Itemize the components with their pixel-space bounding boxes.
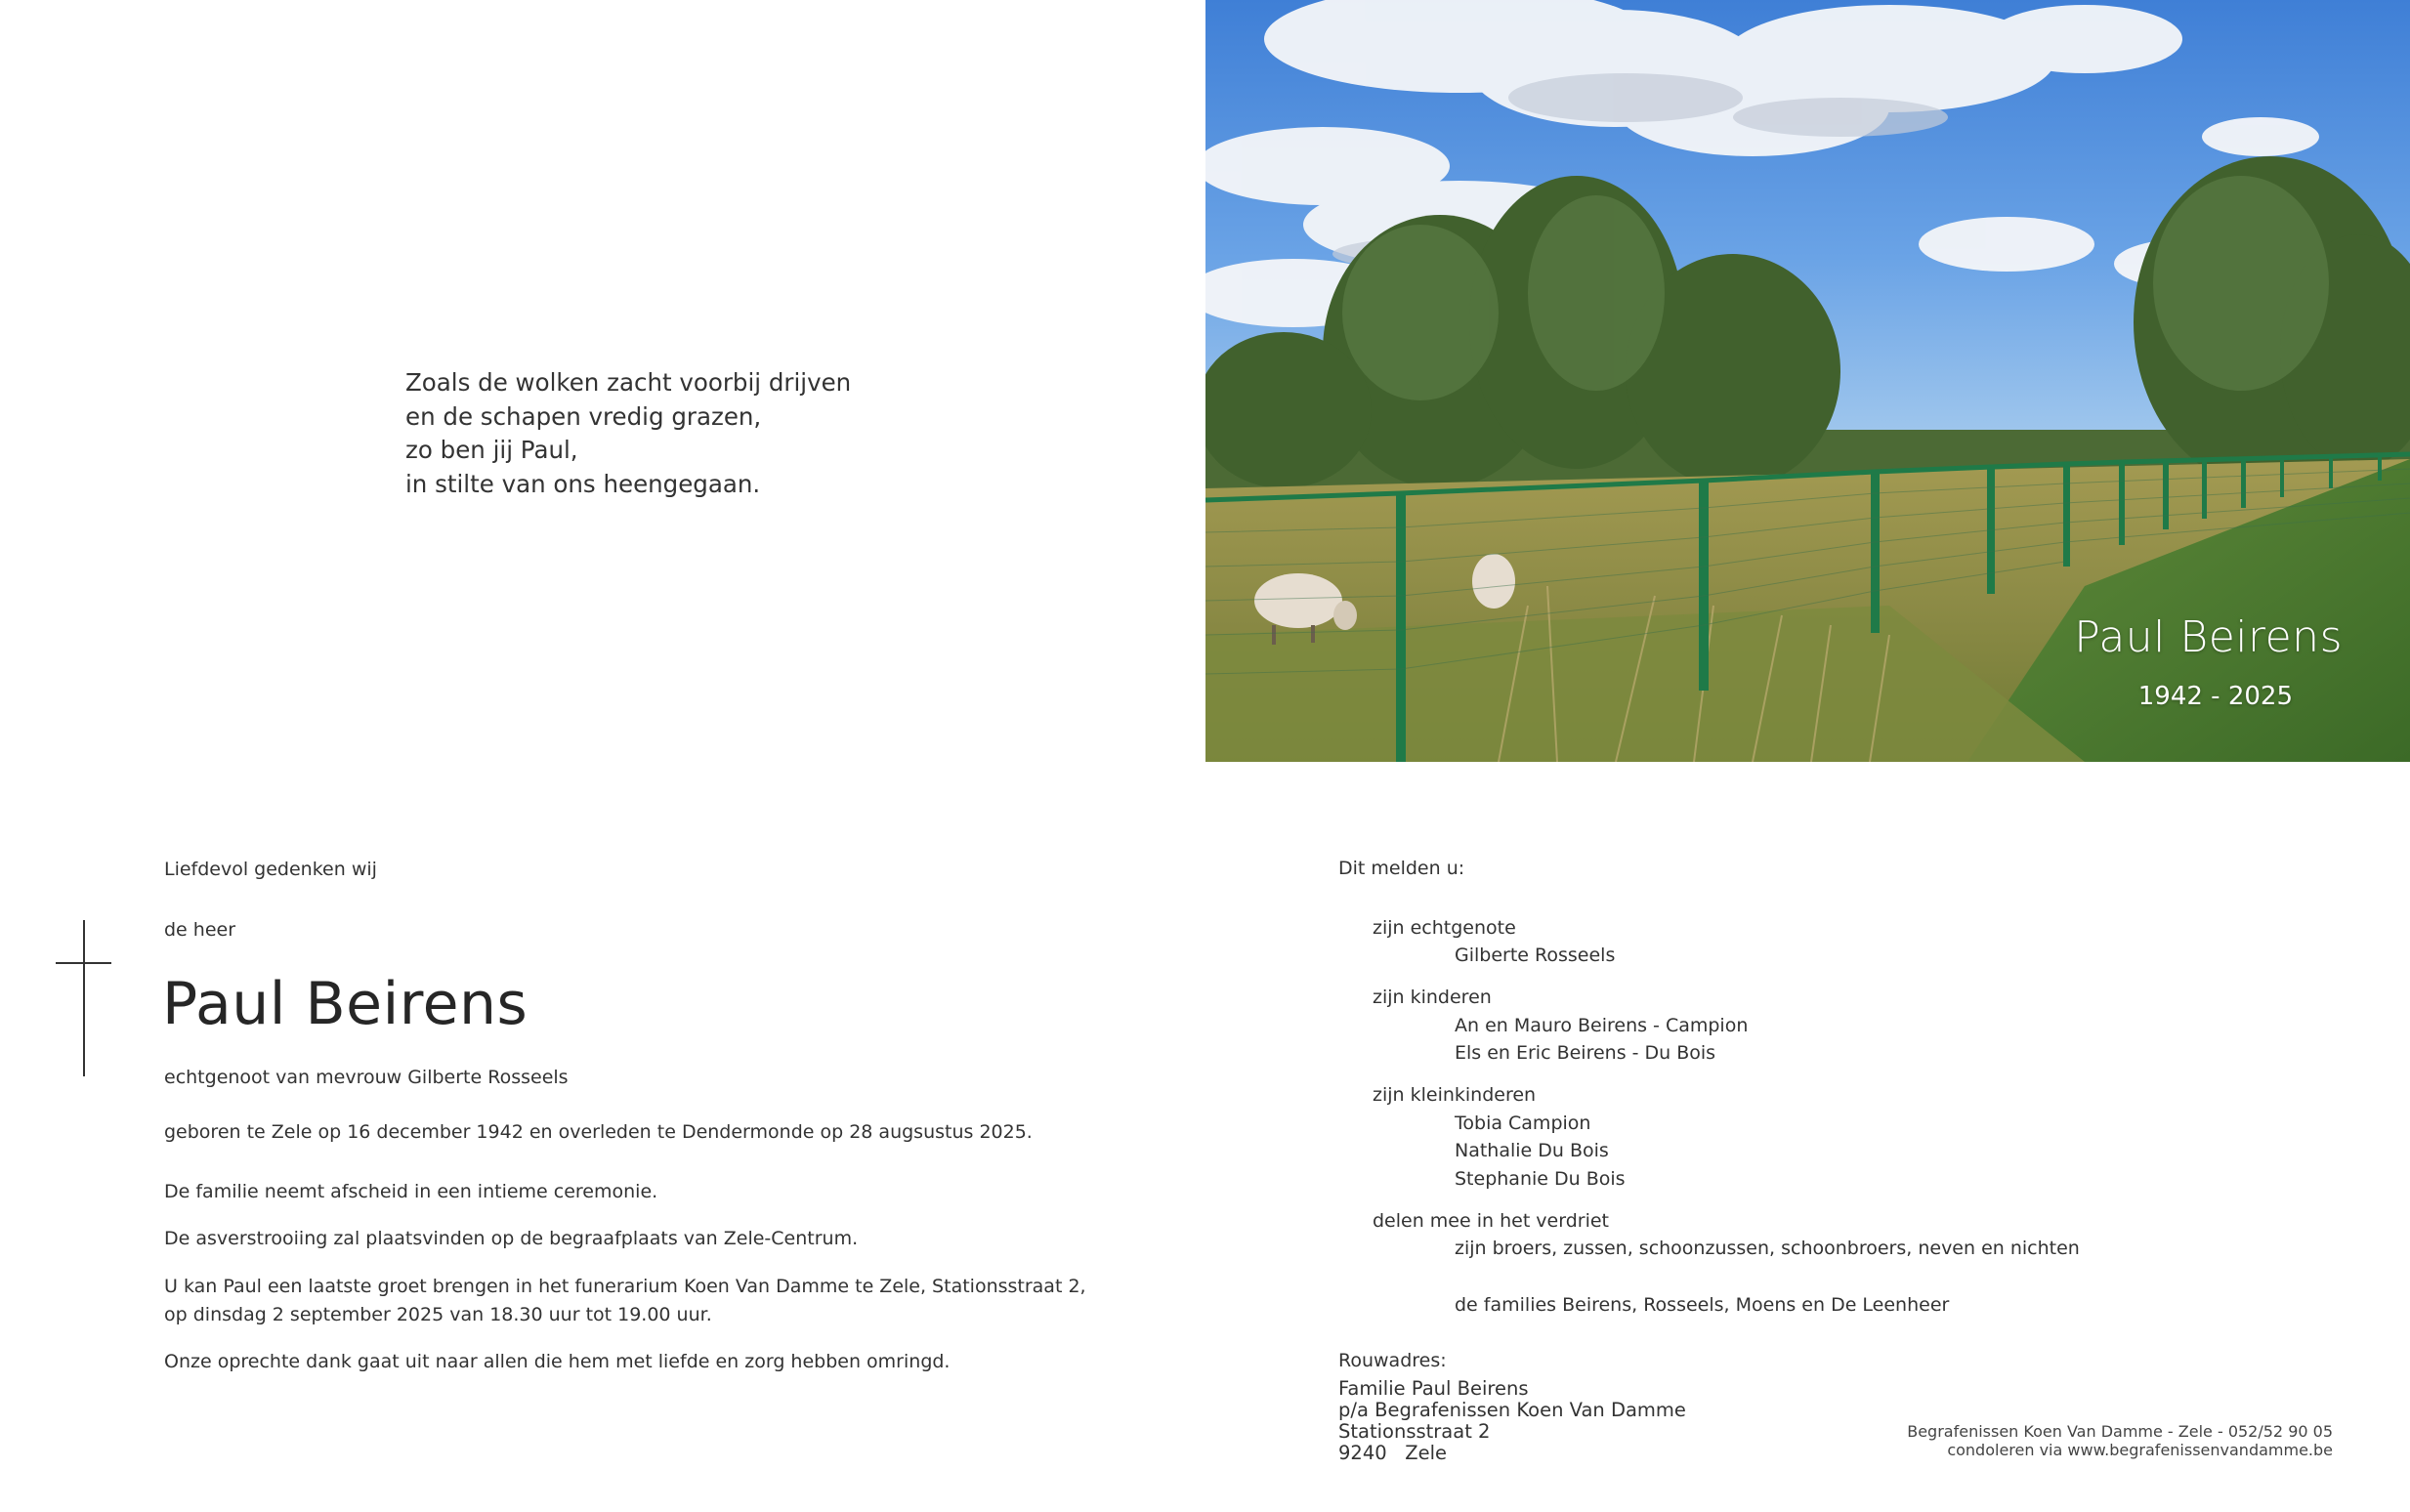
cross-icon xyxy=(83,920,85,1076)
grandchild-name: Stephanie Du Bois xyxy=(1455,1168,1626,1190)
relatives-line: zijn broers, zussen, schoonzussen, schoonbroers, neven en nichten xyxy=(1455,1238,2080,1259)
address-line: p/a Begrafenissen Koen Van Damme xyxy=(1338,1399,1686,1421)
spouse-line: echtgenoot van mevrouw Gilberte Rosseels xyxy=(164,1067,569,1088)
poem-line: zo ben jij Paul, xyxy=(405,436,578,464)
poem-line: Zoals de wolken zacht voorbij drijven xyxy=(405,368,852,397)
share-role: delen mee in het verdriet xyxy=(1373,1210,1610,1232)
visitation-text: U kan Paul een laatste groet brengen in het funerarium Koen Van Damme te Zele, Stationsstraat 2, xyxy=(164,1276,1086,1297)
child-name: An en Mauro Beirens - Campion xyxy=(1455,1015,1749,1036)
thanks-text: Onze oprechte dank gaat uit naar allen die hem met liefde en zorg hebben omringd. xyxy=(164,1351,951,1372)
address-line: Familie Paul Beirens xyxy=(1338,1377,1529,1400)
poem-line: en de schapen vredig grazen, xyxy=(405,401,762,431)
grandchild-name: Tobia Campion xyxy=(1455,1113,1591,1134)
ash-scattering-text: De asverstrooiing zal plaatsvinden op de begraafplaats van Zele-Centrum. xyxy=(164,1228,859,1249)
photo-name: Paul Beirens xyxy=(2074,612,2343,662)
birth-death-line: geboren te Zele op 16 december 1942 en overleden te Dendermonde op 28 augsustus 2025. xyxy=(164,1121,1033,1143)
honorific: de heer xyxy=(164,919,236,941)
ceremony-text: De familie neemt afscheid in een intieme ceremonie. xyxy=(164,1181,658,1202)
grandchild-name: Nathalie Du Bois xyxy=(1455,1140,1609,1161)
families-line: de families Beirens, Rosseels, Moens en De Leenheer xyxy=(1455,1294,1950,1316)
address-line: Stationsstraat 2 xyxy=(1338,1420,1491,1443)
children-role: zijn kinderen xyxy=(1373,987,1492,1008)
grandchildren-role: zijn kleinkinderen xyxy=(1373,1084,1537,1106)
poem-line: in stilte van ons heengegaan. xyxy=(405,469,761,498)
address-line: 9240 Zele xyxy=(1338,1442,1447,1464)
announce-heading: Dit melden u: xyxy=(1338,858,1465,879)
child-name: Els en Eric Beirens - Du Bois xyxy=(1455,1042,1716,1064)
condolence-website: condoleren via www.begrafenissenvandamme.be xyxy=(1947,1441,2333,1459)
spouse-role: zijn echtgenote xyxy=(1373,917,1516,939)
address-heading: Rouwadres: xyxy=(1338,1350,1447,1371)
spouse-name: Gilberte Rosseels xyxy=(1455,945,1616,966)
visitation-text: op dinsdag 2 september 2025 van 18.30 uur tot 19.00 uur. xyxy=(164,1304,712,1325)
deceased-name: Paul Beirens xyxy=(162,970,529,1038)
intro-text: Liefdevol gedenken wij xyxy=(164,859,377,880)
funeral-home-contact: Begrafenissen Koen Van Damme - Zele - 052/52 90 05 xyxy=(1907,1422,2333,1441)
photo-years: 1942 - 2025 xyxy=(2137,682,2293,711)
poem xyxy=(405,366,851,501)
cross-icon-bar xyxy=(56,962,111,964)
